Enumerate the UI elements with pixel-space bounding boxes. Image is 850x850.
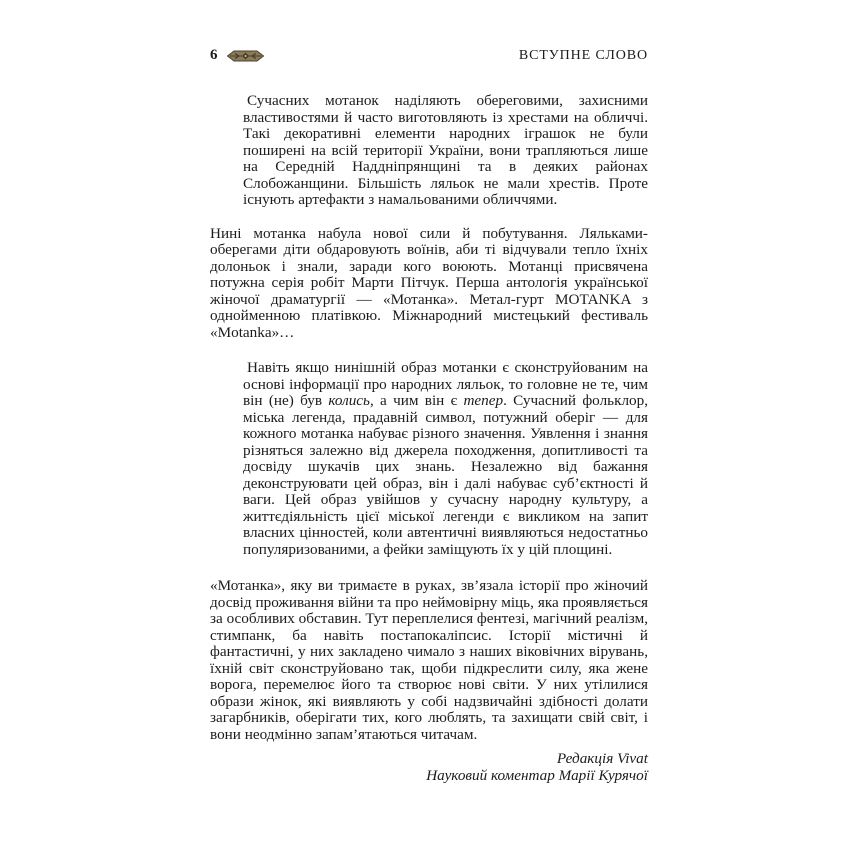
page-number: 6 (210, 47, 218, 63)
running-title: ВСТУПНЕ СЛОВО (518, 48, 648, 63)
intro-paragraph: Сучасних мотанок наділяють обереговими, захисними властивостями й часто виготовляють із хрестами на обличчі. Такі декоративні елементи народних іграшок не були поширені на всій території України, вони трапляються лише на Середній Наддніпрянщині та в деяких районах Слобожанщини. Більшість ляльок не мали хрестів. Проте існують артефакти з намальованими обличчями. (243, 92, 648, 208)
quote-block: Навіть якщо нинішній образ мотанки є сконструйованим на основі інформації про народних ляльок, то головне не те, чим він (не) був колись, а чим він є тепер. Сучасний фольклор, міська легенда, прадавній символ, потужний оберіг — для кожного мотанка набуває різного значення. Уявлення і знання різняться залежно від джерела походження, допитливості та досвіду шукачів цих знань. Незалежно від бажання деконструювати цей образ, він і далі набуває суб’єктності й ваги. Цей образ увійшов у сучасну народну культуру, а життєдіяльність цієї міської легенди є викликом на запит власних цінностей, коли автентичні виявляються недостатньо популяризованими, а фейки заміщують їх у цій площині. (243, 359, 649, 558)
signature-commentary: Науковий коментар Марії Курячої (426, 766, 648, 784)
signature-block (210, 751, 648, 784)
closing-paragraph: «Мотанка», яку ви тримаєте в руках, зв’язала історії про жіночий досвід проживання війни та про неймовірну міць, яка проявляється за особливих обставин. Тут переплелися фентезі, магічний реалізм, стимпанк, ба навіть постапокаліпсис. Історії містичні й фантастичні, у них закладено чимало з наших віковічних вірувань, їхній світ сконструйовано так, щоби підкреслити силу, яка жене ворога, перемелює його та створює нові світи. У них утілилися образи жінок, які виявляють у собі надзвичайні здібності долати загарбників, оберігати тих, кого люблять, та захищати свій світ, і вони неодмінно запам’ятаються читачам. (210, 577, 648, 743)
revival-paragraph: Нині мотанка набула нової сили й побутування. Ляльками-оберегами діти обдаровують воїнів, аби ті відчували тепло їхніх долоньок і знали, заради кого воюють. Мотанці присвячена потужна серія робіт Марти Пітчук. Перша антологія української жіночої драматургії — «Мотанка». Метал-гурт MOTANKA з однойменною платівкою. Міжнародний мистецький фестиваль «Motanka»… (210, 224, 648, 341)
ornament-divider-icon (227, 50, 264, 62)
page-header (210, 48, 648, 63)
signature-editorial: Редакція Vivat (556, 750, 648, 767)
page-content (210, 93, 648, 784)
